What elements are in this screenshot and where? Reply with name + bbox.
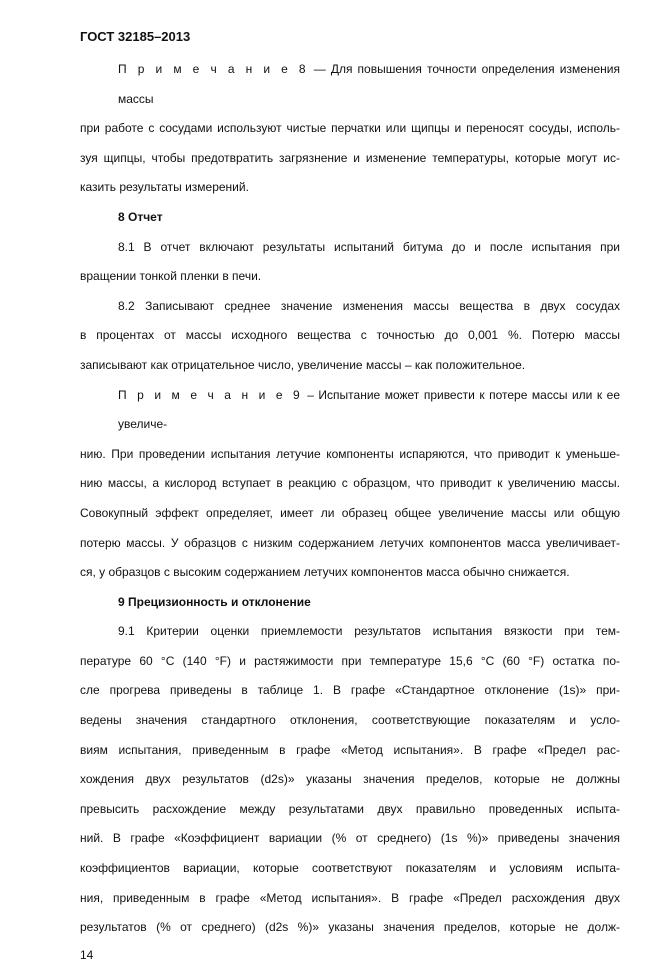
text-line: ния, приведенным в графе «Метод испытания». В графе «Предел расхождения двух <box>80 890 620 905</box>
text-line: сле прогрева приведены в таблице 1. В графе «Стандартное отклонение (1s)» при- <box>80 683 620 698</box>
text-line: коэффициентов вариации, которые соответствуют показателям и условиям испыта- <box>80 861 620 876</box>
text-line: зуя щипцы, чтобы предотвратить загрязнение и изменение температуры, которые могут ис- <box>80 150 620 165</box>
note-label: П р и м е ч а н и е 8 <box>118 62 309 76</box>
text-line: превысить расхождение между результатами двух правильно проведенных испыта- <box>80 801 620 816</box>
text-line: виям испытания, приведенным в графе «Метод испытания». В графе «Предел рас- <box>80 742 620 757</box>
text-line: хождения двух результатов (d2s)» указаны значения пределов, которые не должны <box>80 772 620 787</box>
text-line: в процентах от массы исходного вещества с точностью до 0,001 %. Потерю массы <box>80 328 620 343</box>
text-line: нию. При проведении испытания летучие компоненты испаряются, что приводит к уменьше- <box>80 446 620 461</box>
text-line: 9.1 Критерии оценки приемлемости результатов испытания вязкости при тем- <box>118 624 620 639</box>
text-line: ведены значения стандартного отклонения, соответствующие показателям и усло- <box>80 713 620 728</box>
text-line: ний. В графе «Коэффициент вариации (% от среднего) (1s %)» приведены значения <box>80 831 620 846</box>
text-line: при работе с сосудами используют чистые перчатки или щипцы и переносят сосуды, исполь- <box>80 121 620 136</box>
text-line: ся, у образцов с высоким содержанием летучих компонентов масса обычно снижается. <box>80 565 570 580</box>
note-label: П р и м е ч а н и е 9 <box>118 387 303 402</box>
text-line: Совокупный эффект определяет, имеет ли образец общее увеличение массы или общую <box>80 505 620 520</box>
note-8-line: П р и м е ч а н и е 8 — Для повышения точности определения изменения массы <box>118 62 620 106</box>
text-line: потерю массы. У образцов с низким содержанием летучих компонентов масса увеличивает- <box>80 535 620 550</box>
text-line: результатов (% от среднего) (d2s %)» указаны значения пределов, которые не долж- <box>80 920 620 935</box>
document-body <box>80 55 620 967</box>
text-line: нию массы, а кислород вступает в реакцию с образцом, что приводит к увеличению массы. <box>80 476 620 491</box>
page-number: 14 <box>80 947 94 962</box>
document-header: ГОСТ 32185–2013 <box>80 29 191 44</box>
text-line: 8.2 Записывают среднее значение изменения массы вещества в двух сосудах <box>118 298 620 313</box>
text-line: казить результаты измерений. <box>80 180 249 195</box>
text-line: 8.1 В отчет включают результаты испытаний битума до и после испытания при <box>118 239 620 254</box>
note-9-line: П р и м е ч а н и е 9 – Испытание может привести к потере массы или к ее увеличе- <box>118 387 620 432</box>
section-heading: 9 Прецизионность и отклонение <box>118 594 311 609</box>
text-line: вращении тонкой пленки в печи. <box>80 269 262 284</box>
text-line: пературе 60 °С (140 °F) и растяжимости при температуре 15,6 °С (60 °F) остатка по- <box>80 653 620 668</box>
section-heading: 8 Отчет <box>118 209 163 224</box>
text-line: записывают как отрицательное число, увеличение массы – как положительное. <box>80 357 526 372</box>
